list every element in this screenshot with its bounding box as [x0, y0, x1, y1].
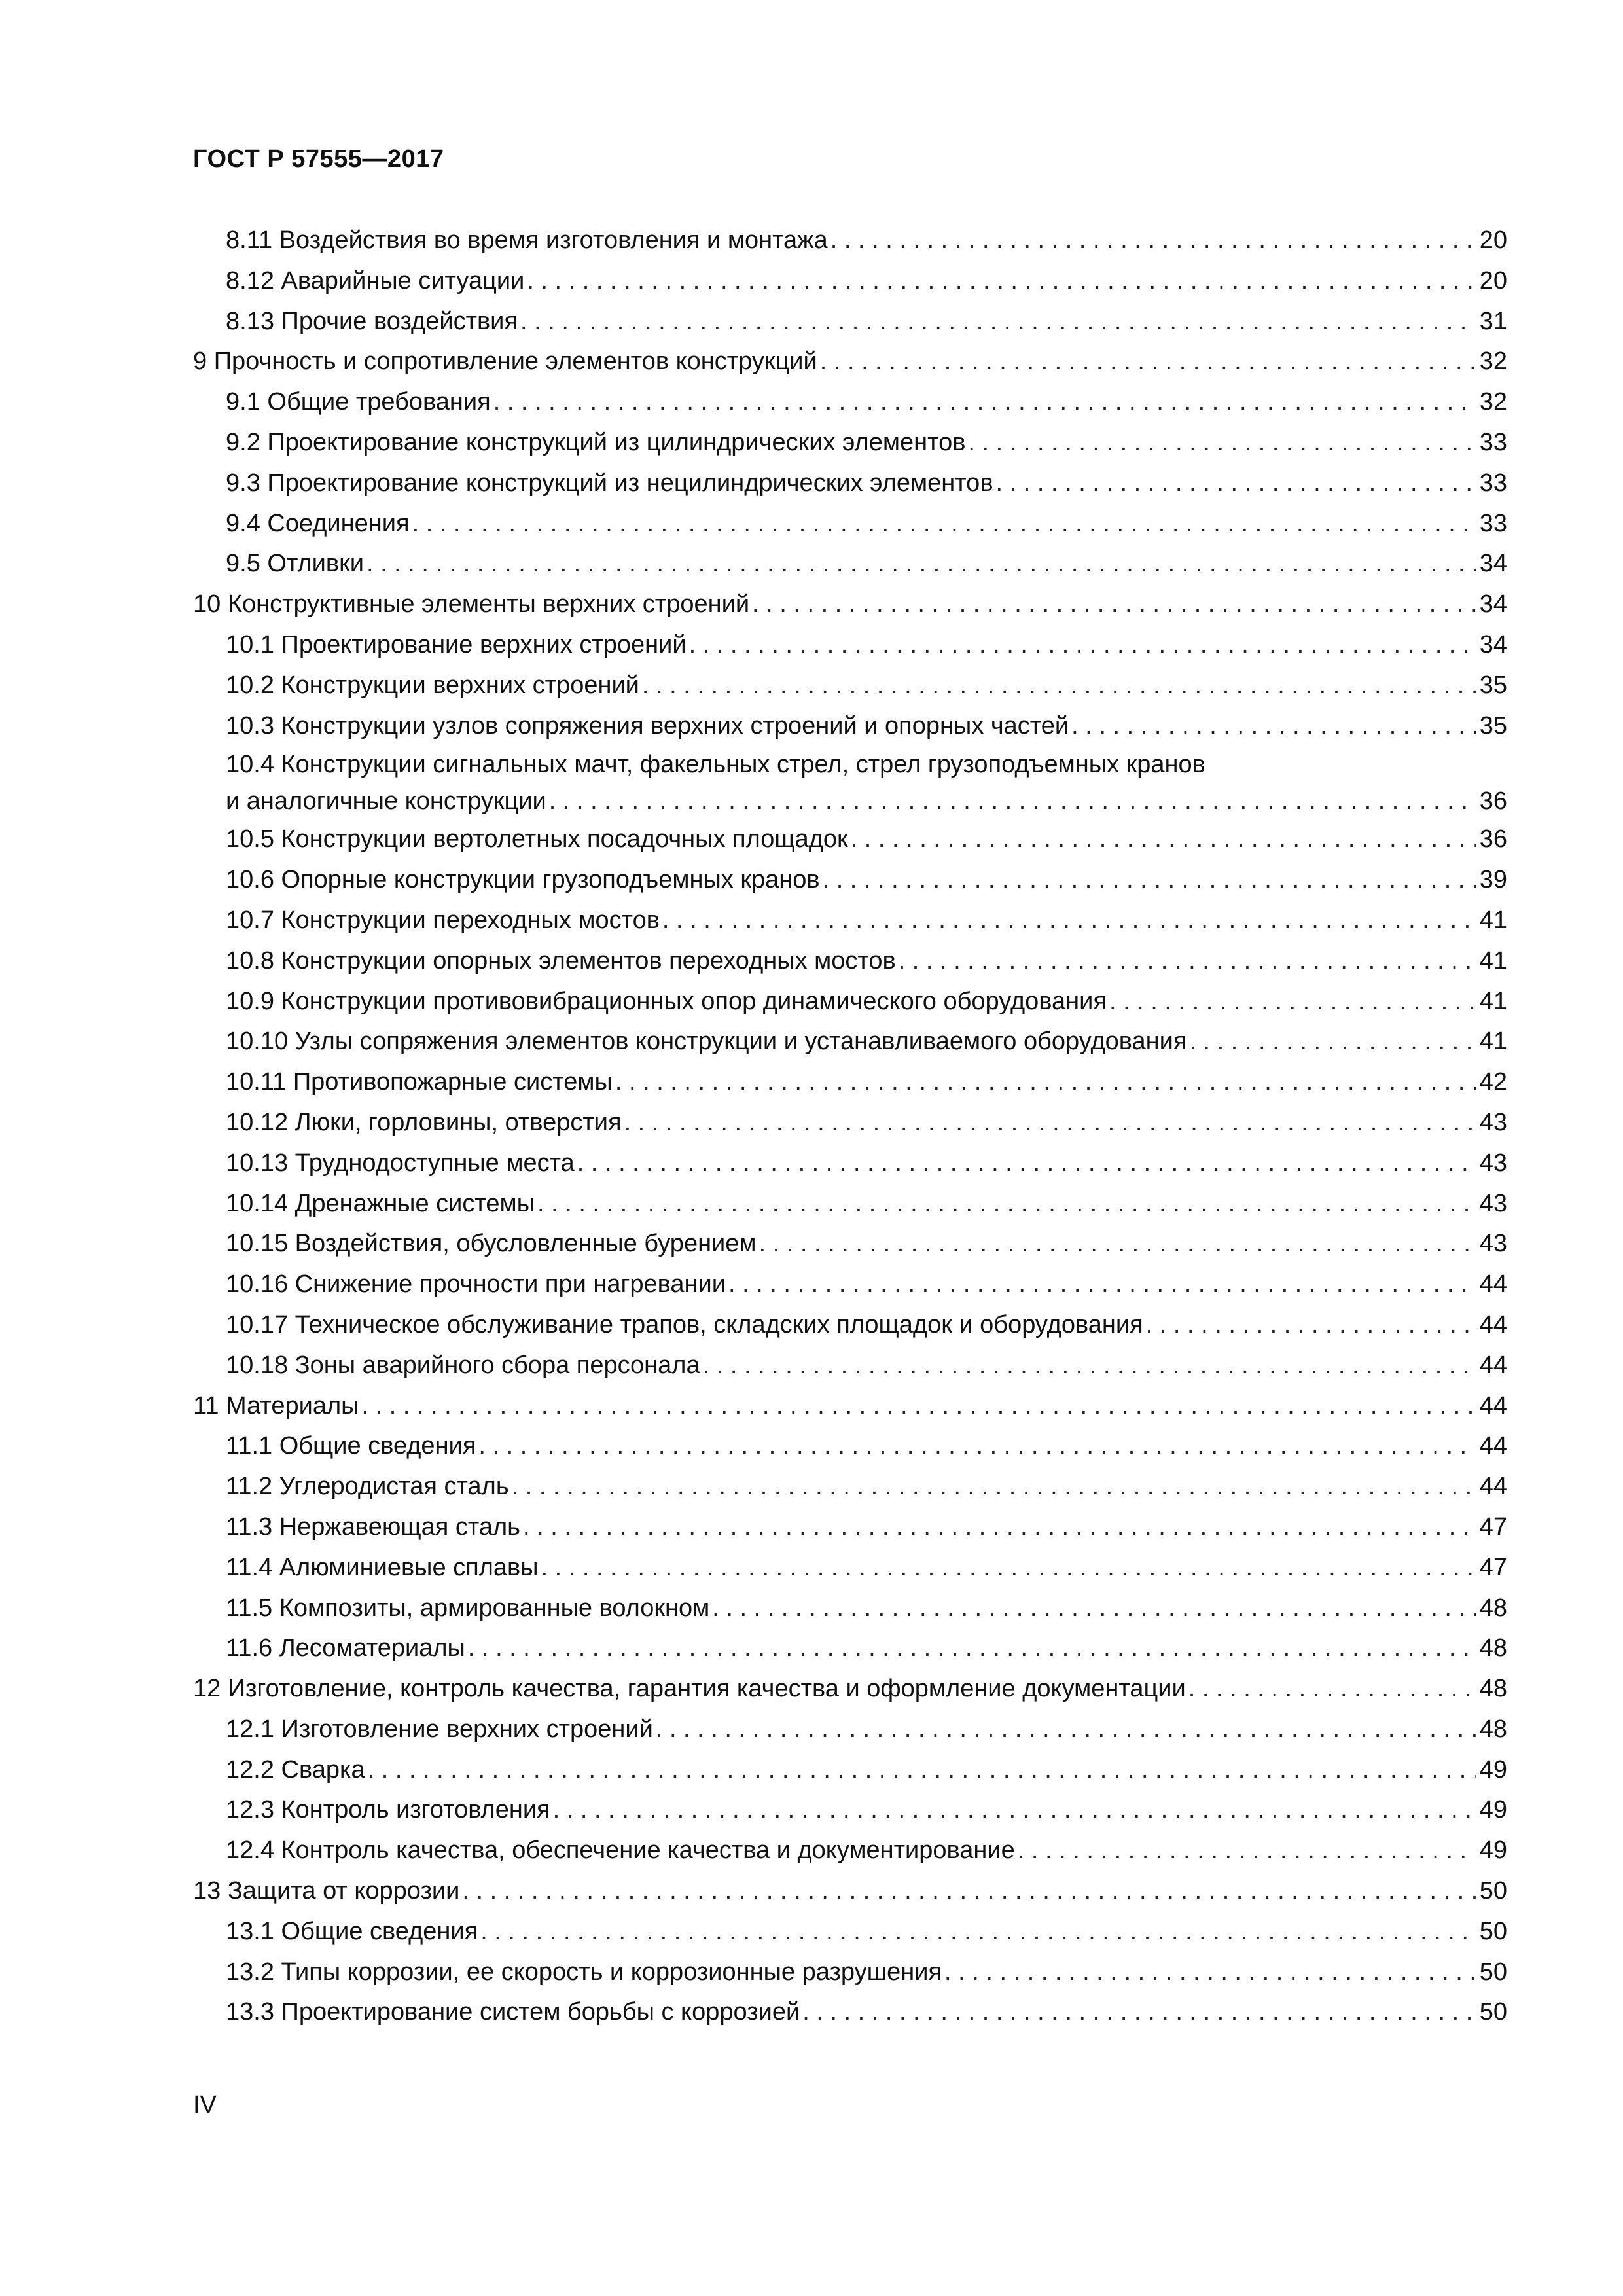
- toc-section[interactable]: [193, 1669, 1507, 1710]
- toc-entry-title: 12.2 Сварка: [226, 1755, 365, 1784]
- dot-leader: [478, 1426, 1476, 1467]
- toc-entry[interactable]: [193, 666, 1507, 706]
- dot-leader: [1188, 1669, 1476, 1710]
- toc-entry-page: 50: [1479, 1877, 1507, 1905]
- toc-entry[interactable]: [193, 819, 1507, 860]
- toc-entry-page: 50: [1479, 1998, 1507, 2026]
- toc-entry-title: 9.2 Проектирование конструкций из цилиндрических элементов: [226, 428, 966, 456]
- toc-entry-page: 36: [1479, 787, 1507, 816]
- toc-entry-page: 32: [1479, 388, 1507, 416]
- toc-entry-page: 34: [1479, 590, 1507, 619]
- toc-entry-page: 49: [1479, 1837, 1507, 1865]
- toc-entry-title: 10.6 Опорные конструкции грузоподъемных кранов: [226, 866, 820, 894]
- toc-entry[interactable]: [193, 1467, 1507, 1507]
- toc-entry[interactable]: [193, 1022, 1507, 1062]
- dot-leader: [656, 1710, 1476, 1750]
- toc-entry-title: 11.1 Общие сведения: [226, 1432, 476, 1460]
- toc-entry[interactable]: [193, 1184, 1507, 1225]
- toc-entry[interactable]: [193, 1143, 1507, 1184]
- dot-leader: [462, 1871, 1476, 1912]
- toc-entry-title: 10.17 Техническое обслуживание трапов, складских площадок и оборудования: [226, 1310, 1143, 1338]
- toc-entry-page: 42: [1479, 1068, 1507, 1096]
- toc-entry-page: 33: [1479, 509, 1507, 537]
- dot-leader: [830, 221, 1476, 261]
- dot-leader: [1146, 1305, 1476, 1346]
- toc-entry-page: 36: [1479, 825, 1507, 853]
- toc-section[interactable]: [193, 1386, 1507, 1427]
- toc-entry-page: 33: [1479, 428, 1507, 456]
- toc-entry-page: 41: [1479, 987, 1507, 1015]
- toc-entry[interactable]: [193, 625, 1507, 666]
- toc-entry-title: 12.3 Контроль изготовления: [226, 1796, 550, 1824]
- toc-entry-title: 13.1 Общие сведения: [226, 1917, 478, 1945]
- dot-leader: [1071, 706, 1476, 747]
- toc-entry[interactable]: [193, 901, 1507, 941]
- toc-entry[interactable]: [193, 746, 1507, 819]
- toc-entry-page: 34: [1479, 550, 1507, 578]
- dot-leader: [553, 1790, 1476, 1831]
- toc-entry-page: 48: [1479, 1594, 1507, 1622]
- toc-entry[interactable]: [193, 1224, 1507, 1265]
- toc-entry-title: 9.3 Проектирование конструкций из нецилиндрических элементов: [226, 469, 993, 497]
- dot-leader: [368, 1750, 1476, 1791]
- toc-entry-page: 48: [1479, 1634, 1507, 1662]
- toc-entry-page: 44: [1479, 1391, 1507, 1420]
- toc-entry-page: 49: [1479, 1755, 1507, 1784]
- toc-entry[interactable]: [193, 1305, 1507, 1346]
- toc-entry-title: 9.1 Общие требования: [226, 388, 491, 416]
- toc-entry-page: 47: [1479, 1553, 1507, 1581]
- toc-entry[interactable]: [193, 1346, 1507, 1386]
- toc-entry-title: 11.4 Алюминиевые сплавы: [226, 1553, 539, 1581]
- toc-section[interactable]: [193, 1871, 1507, 1912]
- toc-entry[interactable]: [193, 1710, 1507, 1750]
- toc-entry[interactable]: [193, 302, 1507, 342]
- toc-entry[interactable]: [193, 1265, 1507, 1305]
- toc-entry-title: 10.7 Конструкции переходных мостов: [226, 906, 660, 934]
- toc-entry-title: 9.4 Соединения: [226, 509, 410, 537]
- toc-entry-page: 44: [1479, 1351, 1507, 1379]
- table-of-contents: [193, 221, 1507, 2033]
- toc-entry-title: 9 Прочность и сопротивление элементов конструкций: [193, 348, 817, 376]
- dot-leader: [642, 666, 1476, 706]
- toc-entry-title: 10.9 Конструкции противовибрационных опор динамического оборудования: [226, 987, 1107, 1015]
- dot-leader: [802, 1992, 1476, 2033]
- toc-entry[interactable]: [193, 1952, 1507, 1993]
- toc-entry-title: 8.11 Воздействия во время изготовления и монтажа: [226, 226, 828, 254]
- dot-leader: [468, 1628, 1476, 1669]
- toc-entry[interactable]: [193, 504, 1507, 545]
- toc-entry-page: 47: [1479, 1513, 1507, 1541]
- toc-entry[interactable]: [193, 382, 1507, 423]
- toc-entry-title: 10.14 Дренажные системы: [226, 1189, 535, 1217]
- toc-entry-title: 10.1 Проектирование верхних строений: [226, 630, 687, 658]
- toc-entry-title: 10.8 Конструкции опорных элементов переходных мостов: [226, 946, 896, 975]
- toc-entry[interactable]: [193, 544, 1507, 584]
- toc-entry-page: 48: [1479, 1715, 1507, 1743]
- dot-leader: [712, 1588, 1476, 1629]
- toc-entry[interactable]: [193, 1992, 1507, 2033]
- toc-entry-page: 43: [1479, 1108, 1507, 1136]
- dot-leader: [493, 382, 1476, 423]
- toc-entry-page: 48: [1479, 1675, 1507, 1703]
- dot-leader: [615, 1062, 1476, 1103]
- toc-entry-page: 43: [1479, 1149, 1507, 1177]
- dot-leader: [996, 463, 1476, 504]
- toc-entry[interactable]: [193, 1548, 1507, 1588]
- toc-entry[interactable]: [193, 221, 1507, 261]
- toc-entry-page: 44: [1479, 1432, 1507, 1460]
- toc-entry[interactable]: [193, 1831, 1507, 1871]
- toc-entry-title: 8.12 Аварийные ситуации: [226, 266, 525, 295]
- toc-entry-page: 39: [1479, 866, 1507, 894]
- toc-entry[interactable]: [193, 1628, 1507, 1669]
- dot-leader: [624, 1103, 1476, 1143]
- toc-entry-page: 44: [1479, 1270, 1507, 1299]
- toc-entry-title: 13 Защита от коррозии: [193, 1877, 460, 1905]
- dot-leader: [537, 1184, 1476, 1225]
- dot-leader: [752, 584, 1476, 625]
- toc-entry-title-continuation: и аналогичные конструкции: [226, 787, 546, 816]
- dot-leader: [412, 504, 1476, 545]
- toc-entry[interactable]: [193, 1750, 1507, 1791]
- toc-entry-page: 34: [1479, 630, 1507, 658]
- toc-entry-title: 11 Материалы: [193, 1391, 359, 1420]
- toc-entry-title: 11.5 Композиты, армированные волокном: [226, 1594, 710, 1622]
- dot-leader: [944, 1952, 1476, 1993]
- dot-leader: [527, 261, 1476, 302]
- dot-leader: [823, 860, 1476, 901]
- toc-entry[interactable]: [193, 860, 1507, 901]
- dot-leader: [1109, 982, 1476, 1022]
- toc-entry-page: 50: [1479, 1917, 1507, 1945]
- dot-leader: [512, 1467, 1476, 1507]
- toc-entry-title: 12.4 Контроль качества, обеспечение качества и документирование: [226, 1837, 1015, 1865]
- toc-entry[interactable]: [193, 1062, 1507, 1103]
- toc-entry-title: 10 Конструктивные элементы верхних строений: [193, 590, 750, 619]
- document-header: ГОСТ Р 57555—2017: [193, 145, 444, 173]
- toc-entry-title: 11.6 Лесоматериалы: [226, 1634, 465, 1662]
- toc-entry-title: 10.16 Снижение прочности при нагревании: [226, 1270, 726, 1299]
- dot-leader: [541, 1548, 1476, 1588]
- toc-entry[interactable]: [193, 706, 1507, 747]
- toc-entry[interactable]: [193, 261, 1507, 302]
- toc-entry-page: 50: [1479, 1958, 1507, 1986]
- toc-entry[interactable]: [193, 1426, 1507, 1467]
- toc-entry-title: 9.5 Отливки: [226, 550, 364, 578]
- toc-entry-title: 12 Изготовление, контроль качества, гарантия качества и оформление документации: [193, 1675, 1186, 1703]
- dot-leader: [728, 1265, 1476, 1305]
- toc-entry[interactable]: [193, 463, 1507, 504]
- toc-entry[interactable]: [193, 1507, 1507, 1548]
- toc-entry-title: 10.2 Конструкции верхних строений: [226, 671, 639, 699]
- dot-leader: [851, 819, 1476, 860]
- toc-entry-title: 10.5 Конструкции вертолетных посадочных площадок: [226, 825, 848, 853]
- toc-entry-title: 13.3 Проектирование систем борьбы с коррозией: [226, 1998, 800, 2026]
- toc-entry-page: 44: [1479, 1473, 1507, 1501]
- toc-entry[interactable]: [193, 982, 1507, 1022]
- toc-section[interactable]: [193, 584, 1507, 625]
- dot-leader: [1018, 1831, 1476, 1871]
- toc-entry-title: 10.10 Узлы сопряжения элементов конструкции и устанавливаемого оборудования: [226, 1028, 1187, 1056]
- toc-entry-title: 10.18 Зоны аварийного сбора персонала: [226, 1351, 700, 1379]
- dot-leader: [520, 302, 1476, 342]
- toc-entry-title: 11.3 Нержавеющая сталь: [226, 1513, 520, 1541]
- toc-entry-title: 10.4 Конструкции сигнальных мачт, факельных стрел, стрел грузоподъемных кранов: [226, 751, 1205, 779]
- dot-leader: [366, 544, 1476, 584]
- dot-leader: [1189, 1022, 1476, 1062]
- toc-entry-page: 43: [1479, 1230, 1507, 1258]
- dot-leader: [662, 901, 1476, 941]
- toc-entry-page: 32: [1479, 348, 1507, 376]
- dot-leader: [549, 783, 1476, 819]
- toc-entry-page: 41: [1479, 946, 1507, 975]
- toc-entry-page: 20: [1479, 266, 1507, 295]
- toc-entry-page: 43: [1479, 1189, 1507, 1217]
- dot-leader: [968, 423, 1476, 463]
- toc-entry-page: 35: [1479, 711, 1507, 740]
- toc-entry-title: 8.13 Прочие воздействия: [226, 307, 518, 335]
- toc-entry[interactable]: [193, 1588, 1507, 1629]
- toc-entry-title: 10.11 Противопожарные системы: [226, 1068, 613, 1096]
- dot-leader: [480, 1912, 1476, 1952]
- toc-entry-title: 11.2 Углеродистая сталь: [226, 1473, 509, 1501]
- toc-entry-title: 10.15 Воздействия, обусловленные бурением: [226, 1230, 757, 1258]
- toc-entry[interactable]: [193, 941, 1507, 982]
- toc-entry-title: 10.12 Люки, горловины, отверстия: [226, 1108, 622, 1136]
- toc-entry-title: 10.3 Конструкции узлов сопряжения верхних строений и опорных частей: [226, 711, 1069, 740]
- toc-entry-page: 44: [1479, 1310, 1507, 1338]
- toc-entry-page: 35: [1479, 671, 1507, 699]
- toc-entry-page: 33: [1479, 469, 1507, 497]
- toc-entry-page: 20: [1479, 226, 1507, 254]
- toc-entry-page: 49: [1479, 1796, 1507, 1824]
- dot-leader: [689, 625, 1476, 666]
- toc-entry-page: 41: [1479, 1028, 1507, 1056]
- dot-leader: [820, 342, 1476, 382]
- toc-entry-title: 13.2 Типы коррозии, ее скорость и коррозионные разрушения: [226, 1958, 942, 1986]
- toc-section[interactable]: [193, 342, 1507, 382]
- toc-entry[interactable]: [193, 423, 1507, 463]
- toc-entry-page: 31: [1479, 307, 1507, 335]
- dot-leader: [577, 1143, 1476, 1184]
- dot-leader: [899, 941, 1476, 982]
- toc-entry-page: 41: [1479, 906, 1507, 934]
- toc-entry-title: 10.13 Труднодоступные места: [226, 1149, 575, 1177]
- page-number: IV: [193, 2091, 217, 2119]
- dot-leader: [523, 1507, 1476, 1548]
- toc-entry[interactable]: [193, 1790, 1507, 1831]
- toc-entry[interactable]: [193, 1912, 1507, 1952]
- dot-leader: [361, 1386, 1476, 1427]
- toc-entry[interactable]: [193, 1103, 1507, 1143]
- dot-leader: [703, 1346, 1476, 1386]
- toc-entry-title: 12.1 Изготовление верхних строений: [226, 1715, 653, 1743]
- dot-leader: [759, 1224, 1476, 1265]
